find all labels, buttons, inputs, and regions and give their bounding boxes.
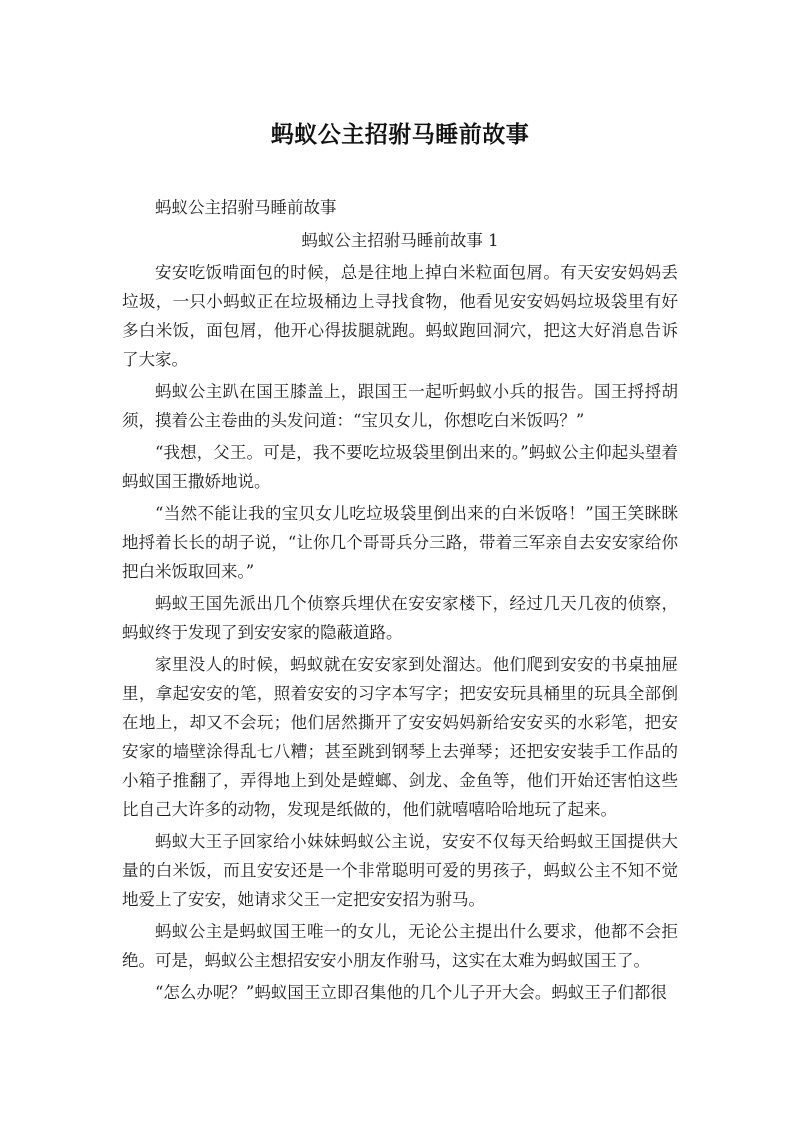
paragraph: 蚂蚁王国先派出几个侦察兵埋伏在安安家楼下，经过几天几夜的侦察，蚂蚁终于发现了到安安家的隐蔽道路。 (122, 594, 678, 642)
intro-line: 蚂蚁公主招驸马睡前故事 (155, 198, 337, 217)
paragraph: 蚂蚁公主趴在国王膝盖上，跟国王一起听蚂蚁小兵的报告。国王捋捋胡须，摸着公主卷曲的头发问道：“宝贝女儿，你想吃白米饭吗？” (122, 382, 678, 430)
paragraph: 家里没人的时候，蚂蚁就在安安家到处溜达。他们爬到安安的书桌抽屉里，拿起安安的笔，照着安安的习字本写字；把安安玩具桶里的玩具全部倒在地上，却又不会玩；他们居然撕开了安安妈妈新给安安买的水彩笔，把安安家的墙壁涂得乱七八糟；甚至跳到钢琴上去弹琴；还把安安装手工作品的小箱子推翻了，弄得地上到处是螳螂、剑龙、金鱼等，他们开始还害怕这些比自己大许多的动物，发现是纸做的，他们就嘻嘻哈哈地玩了起来。 (122, 655, 678, 819)
paragraph: 安安吃饭啃面包的时候，总是往地上掉白米粒面包屑。有天安安妈妈丢垃圾，一只小蚂蚁正在垃圾桶边上寻找食物，他看见安安妈妈垃圾袋里有好多白米饭，面包屑，他开心得拔腿就跑。蚂蚁跑回洞穴，把这大好消息告诉了大家。 (122, 263, 678, 369)
paragraph: “当然不能让我的宝贝女儿吃垃圾袋里倒出来的白米饭咯！”国王笑眯眯地捋着长长的胡子说，“让你几个哥哥兵分三路，带着三军亲自去安安家给你把白米饭取回来。” (122, 504, 678, 581)
document-body (122, 193, 678, 1010)
paragraph: “我想，父王。可是，我不要吃垃圾袋里倒出来的。”蚂蚁公主仰起头望着蚂蚁国王撒娇地说。 (122, 443, 678, 491)
page-title: 蚂蚁公主招驸马睡前故事 (270, 122, 530, 148)
paragraph: 蚂蚁公主是蚂蚁国王唯一的女儿，无论公主提出什么要求，他都不会拒绝。可是，蚂蚁公主想招安安小朋友作驸马，这实在太难为蚂蚁国王了。 (122, 922, 678, 970)
section-subtitle: 蚂蚁公主招驸马睡前故事 1 (301, 231, 499, 250)
paragraph: “怎么办呢？”蚂蚁国王立即召集他的几个儿子开大会。蚂蚁王子们都很 (155, 983, 667, 1002)
paragraph: 蚂蚁大王子回家给小妹妹蚂蚁公主说，安安不仅每天给蚂蚁王国提供大量的白米饭，而且安安还是一个非常聪明可爱的男孩子，蚂蚁公主不知不觉地爱上了安安，她请求父王一定把安安招为驸马。 (122, 832, 678, 909)
